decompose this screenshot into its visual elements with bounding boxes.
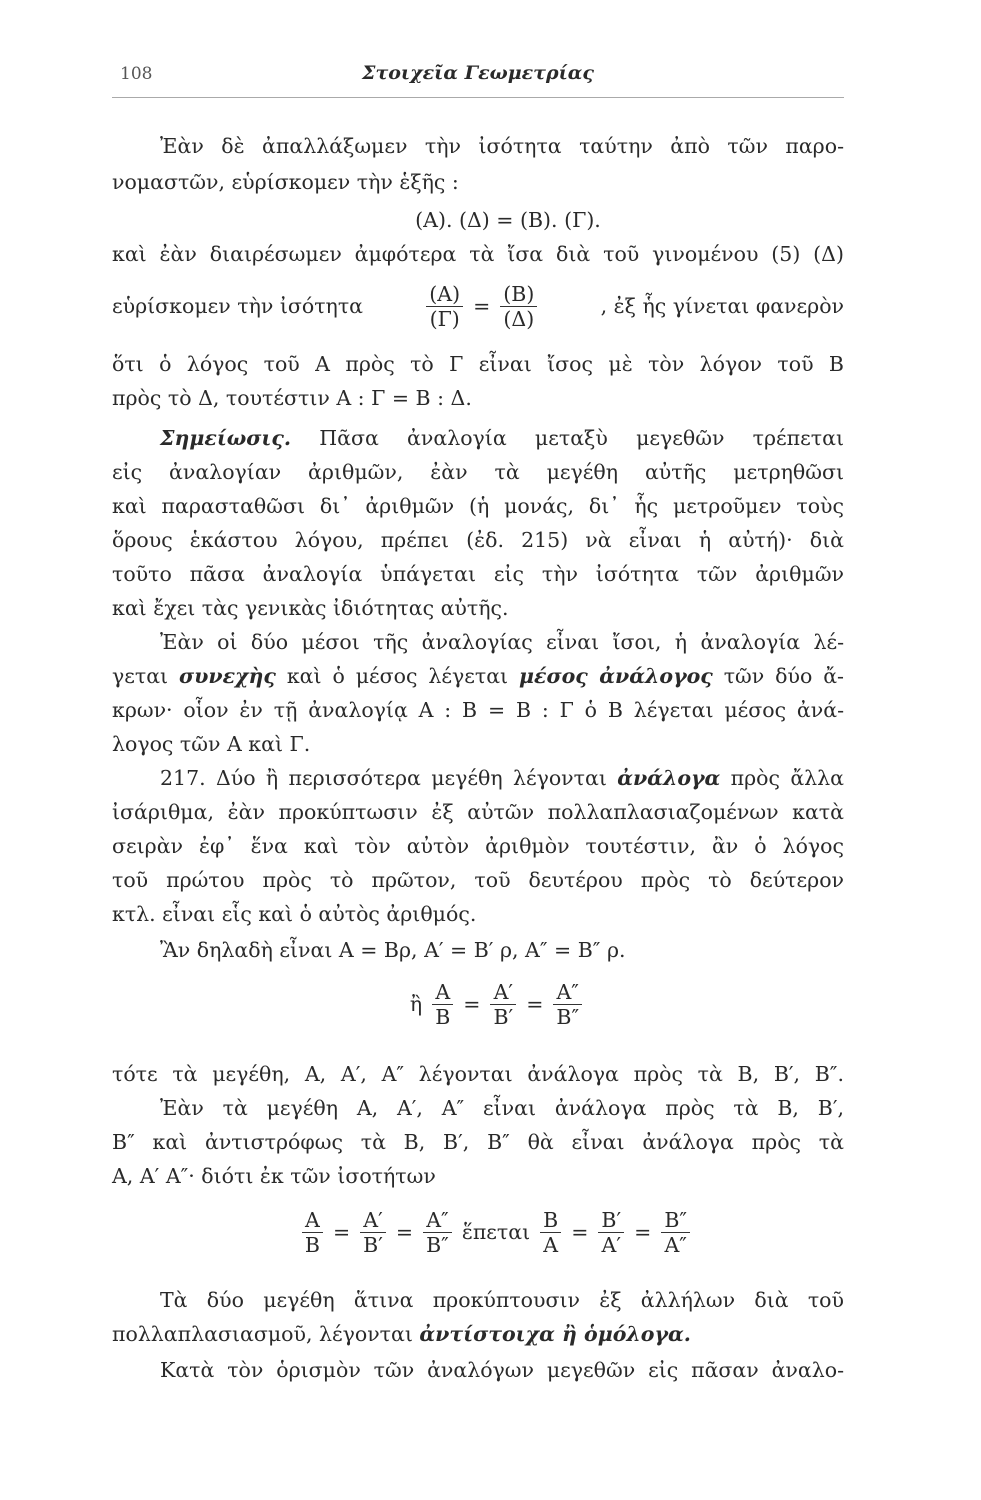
equals-sign: =	[571, 1220, 589, 1244]
text-line: Κατὰ τὸν ὁρισμὸν τῶν ἀναλόγων μεγεθῶν εἰς πᾶσαν ἀναλο-	[160, 1358, 844, 1382]
term-emphasis: μέσος ἀνάλογος	[519, 664, 713, 688]
fraction	[540, 1208, 561, 1257]
text-line: κρων· οἷον ἐν τῇ ἀναλογίᾳ Α : Β = Β : Γ ὁ Β λέγεται μέσος ἀνά-	[112, 698, 844, 722]
numerator: Α′	[490, 980, 516, 1005]
text-fragment: Πᾶσα ἀναλογία μεταξὺ μεγεθῶν τρέπεται	[290, 426, 844, 450]
equals-sign: =	[526, 992, 544, 1016]
numerator: Β″	[661, 1208, 690, 1233]
text-line: νομαστῶν, εὑρίσκομεν τὴν ἑξῆς :	[112, 170, 459, 194]
text-line: Ἐὰν οἱ δύο μέσοι τῆς ἀναλογίας εἶναι ἴσοι, ἡ ἀναλογία λέ-	[160, 630, 844, 654]
text-fragment: γεται	[112, 664, 180, 688]
text-line	[112, 662, 844, 690]
numerator: Β′	[598, 1208, 624, 1233]
fraction	[500, 282, 537, 331]
text-fragment: 217. Δύο ἢ περισσότερα μεγέθη λέγονται	[160, 766, 618, 790]
text-line: Α, Α′ Α″· διότι ἐκ τῶν ἰσοτήτων	[112, 1164, 436, 1188]
text-fragment: ἢ	[409, 992, 423, 1016]
fraction	[553, 980, 582, 1029]
text-line: Ἐὰν τὰ μεγέθη Α, Α′, Α″ εἶναι ἀνάλογα πρὸς τὰ Β, Β′,	[160, 1096, 844, 1120]
fraction	[423, 1208, 452, 1257]
denominator: (Δ)	[503, 306, 535, 331]
term-emphasis: ἀντίστοιχα ἢ ὁμόλογα.	[419, 1322, 691, 1346]
text-fragment: ἕπεται	[461, 1220, 531, 1244]
text-line: τότε τὰ μεγέθη, Α, Α′, Α″ λέγονται ἀνάλογα πρὸς τὰ Β, Β′, Β″.	[112, 1062, 844, 1086]
fraction	[302, 1208, 323, 1257]
fraction-equation	[422, 282, 541, 331]
text-line: ἰσάριθμα, ἐὰν προκύπτωσιν ἐξ αὐτῶν πολλαπλασιαζομένων κατὰ	[112, 800, 844, 824]
fraction	[426, 282, 463, 331]
denominator: Β″	[556, 1004, 580, 1029]
text-line: σειρὰν ἐφ᾽ ἕνα καὶ τὸν αὐτὸν ἀριθμὸν τουτέστιν, ἂν ὁ λόγος	[112, 834, 844, 858]
text-line: εἰς ἀναλογίαν ἀριθμῶν, ἐὰν τὰ μεγέθη αὐτῆς μετρηθῶσι	[112, 460, 844, 484]
equals-sign: =	[463, 992, 481, 1016]
page-number: 108	[120, 64, 153, 84]
denominator: Β′	[363, 1232, 383, 1257]
fraction	[490, 980, 516, 1029]
fraction-line	[112, 276, 844, 336]
fraction	[432, 980, 453, 1029]
numerator: Α′	[360, 1208, 386, 1233]
numerator: Α″	[423, 1208, 452, 1233]
fraction	[360, 1208, 386, 1257]
denominator: Β	[304, 1232, 320, 1257]
numerator: Α″	[553, 980, 582, 1005]
header-rule	[112, 97, 844, 98]
text-line	[112, 764, 844, 792]
text-line: λογος τῶν Α καὶ Γ.	[112, 732, 311, 756]
fraction	[661, 1208, 690, 1257]
text-line: ὅτι ὁ λόγος τοῦ Α πρὸς τὸ Γ εἶναι ἴσος μὲ τὸν λόγον τοῦ Β	[112, 352, 844, 376]
denominator: Β″	[426, 1232, 449, 1257]
text-line: κτλ. εἶναι εἷς καὶ ὁ αὐτὸς ἀριθμός.	[112, 902, 477, 926]
denominator: Α	[543, 1232, 559, 1257]
text-fragment: πολλαπλασιασμοῦ, λέγονται	[112, 1322, 420, 1346]
text-line: τοῦτο πᾶσα ἀναλογία ὑπάγεται εἰς τὴν ἰσότητα τῶν ἀριθμῶν	[112, 562, 844, 586]
equals-sign: =	[473, 294, 491, 318]
denominator: Β	[435, 1004, 451, 1029]
text-fragment: πρὸς ἄλλα	[720, 766, 844, 790]
equals-sign: =	[332, 1220, 351, 1244]
numerator: (Α)	[426, 282, 463, 307]
text-fragment: , ἐξ ἧς γίνεται φανερὸν	[600, 294, 844, 318]
equals-sign: =	[634, 1220, 652, 1244]
text-line	[112, 1320, 844, 1348]
denominator: Α′	[601, 1232, 622, 1257]
numerator: Α	[302, 1208, 323, 1233]
fraction-equation	[112, 1200, 844, 1264]
text-line: καὶ ἐὰν διαιρέσωμεν ἀμφότερα τὰ ἴσα διὰ τοῦ γινομένου (5) (Δ)	[112, 242, 844, 266]
running-header	[112, 62, 844, 98]
text-line: Ἂν δηλαδὴ εἶναι Α = Βρ, Α′ = Β′ ρ, Α″ = Β″ ρ.	[160, 938, 626, 962]
text-fragment: καὶ ὁ μέσος λέγεται	[275, 664, 519, 688]
denominator: Α″	[664, 1232, 687, 1257]
note-line	[112, 424, 844, 452]
text-fragment: εὑρίσκομεν τὴν ἰσότητα	[112, 294, 364, 318]
note-label: Σημείωσις.	[160, 426, 291, 450]
denominator: Β′	[493, 1004, 514, 1029]
numerator: Β	[540, 1208, 561, 1233]
equation: (Α). (Δ) = (Β). (Γ).	[415, 208, 601, 232]
running-title: Στοιχεῖα Γεωμετρίας	[362, 62, 594, 84]
text-line: ὅρους ἑκάστου λόγου, πρέπει (ἐδ. 215) νὰ εἶναι ἡ αὐτή)· διὰ	[112, 528, 844, 552]
text-line: τοῦ πρώτου πρὸς τὸ πρῶτον, τοῦ δευτέρου πρὸς τὸ δεύτερον	[112, 868, 844, 892]
text-line: Τὰ δύο μεγέθη ἅτινα προκύπτουσιν ἐξ ἀλλήλων διὰ τοῦ	[160, 1288, 844, 1312]
term-emphasis: ἀνάλογα	[617, 766, 721, 790]
fraction	[598, 1208, 624, 1257]
fraction-equation	[112, 974, 844, 1034]
text-line: Ἐὰν δὲ ἀπαλλάξωμεν τὴν ἰσότητα ταύτην ἀπὸ τῶν παρο-	[160, 134, 844, 158]
numerator: (Β)	[500, 282, 537, 307]
text-line: πρὸς τὸ Δ, τουτέστιν Α : Γ = Β : Δ.	[112, 386, 472, 410]
text-line: καὶ ἔχει τὰς γενικὰς ἰδιότητας αὐτῆς.	[112, 596, 509, 620]
text-line: Β″ καὶ ἀντιστρόφως τὰ Β, Β′, Β″ θὰ εἶναι ἀνάλογα πρὸς τὰ	[112, 1130, 844, 1154]
text-fragment: τῶν δύο ἄ-	[712, 664, 844, 688]
term-emphasis: συνεχὴς	[179, 664, 276, 688]
numerator: Α	[432, 980, 453, 1005]
equals-sign: =	[395, 1220, 414, 1244]
denominator: (Γ)	[429, 306, 460, 331]
text-line: καὶ παρασταθῶσι δι᾽ ἀριθμῶν (ἡ μονάς, δι᾽ ἧς μετροῦμεν τοὺς	[112, 494, 844, 518]
